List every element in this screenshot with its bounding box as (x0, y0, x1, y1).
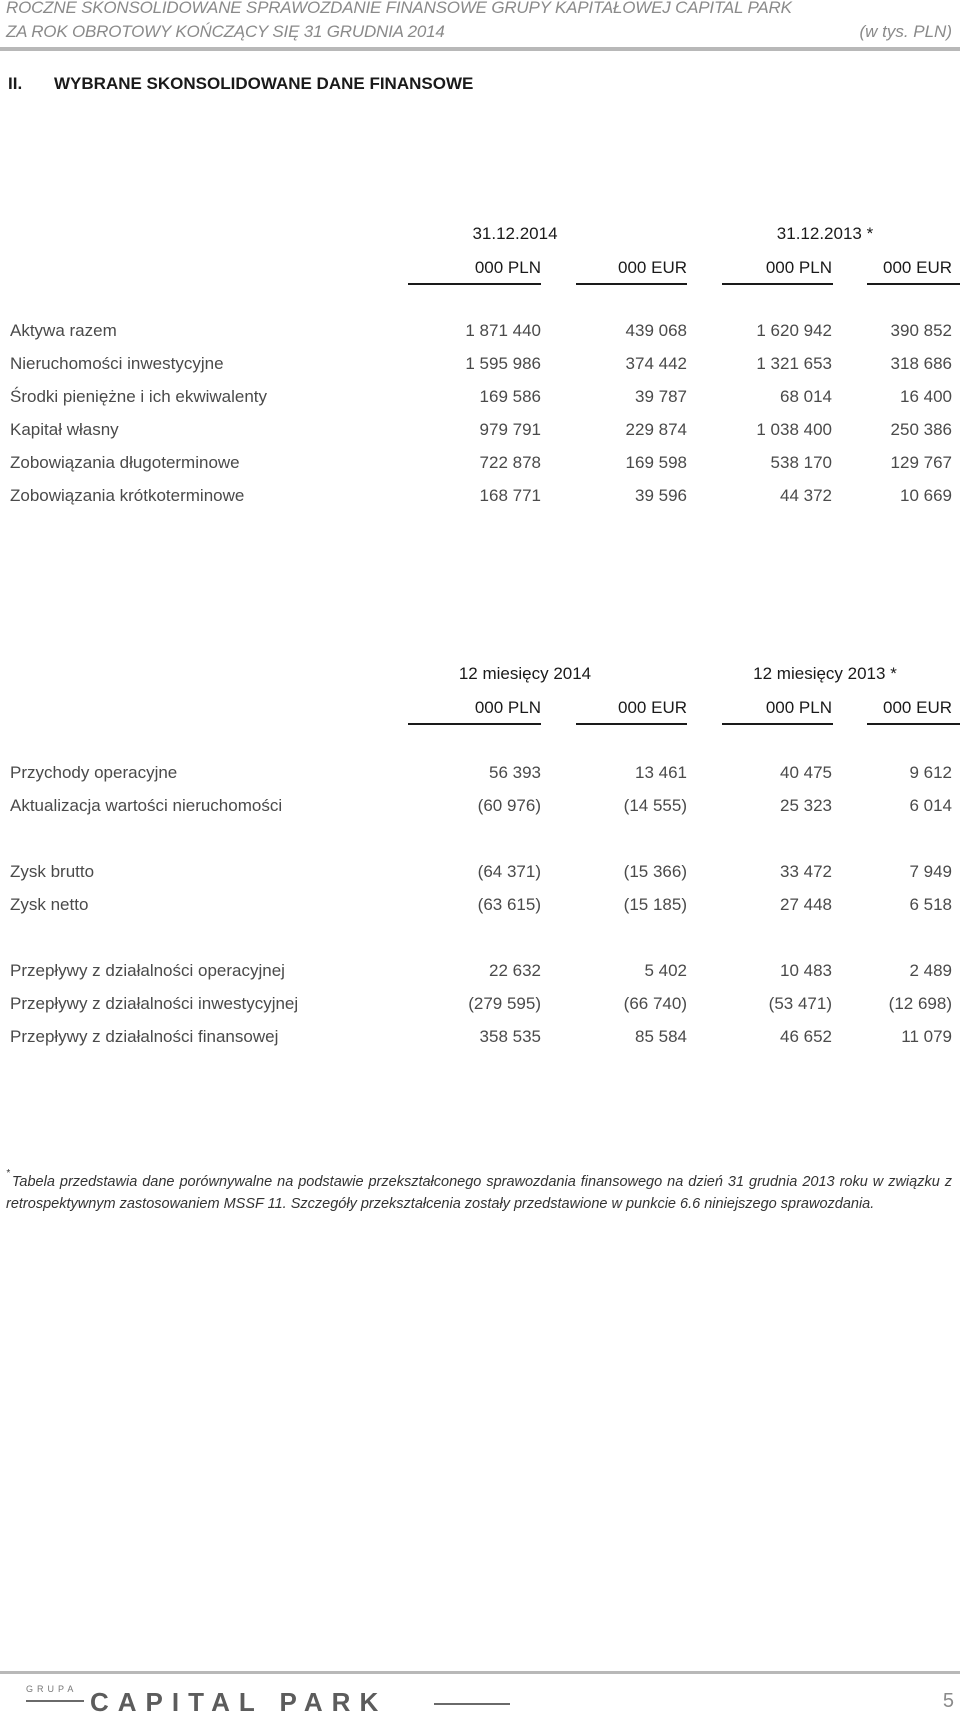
row-value: 1 620 942 (756, 321, 832, 340)
row-value: 722 878 (479, 453, 541, 472)
row-value: 1 871 440 (465, 321, 541, 340)
row-value: 318 686 (890, 354, 952, 373)
row-value: 13 461 (635, 763, 687, 782)
income-period-2014: 12 miesięcy 2014 (458, 664, 592, 683)
row-label: Kapitał własny (10, 420, 119, 439)
table-row (0, 354, 960, 378)
footnote (6, 1167, 952, 1215)
table-row (0, 994, 960, 1018)
balance-currency-pln-2014: 000 PLN (474, 258, 541, 277)
row-value: 1 038 400 (756, 420, 832, 439)
capital-park-logo (26, 1684, 486, 1718)
table-row (0, 763, 960, 787)
row-value: (63 615) (477, 895, 541, 914)
table-row (0, 1027, 960, 1051)
income-currency-eur-2014: 000 EUR (618, 698, 687, 717)
logo-rule-left (26, 1700, 84, 1702)
row-label: Zysk brutto (10, 862, 95, 881)
income-currency-pln-2014: 000 PLN (474, 698, 541, 717)
row-label: Zobowiązania krótkoterminowe (10, 486, 245, 505)
row-value: 538 170 (770, 453, 832, 472)
row-value: (64 371) (477, 862, 541, 881)
row-label: Nieruchomości inwestycyjne (10, 354, 224, 373)
row-value: 169 598 (625, 453, 687, 472)
row-value: 229 874 (625, 420, 687, 439)
row-label: Środki pieniężne i ich ekwiwalenty (10, 387, 268, 406)
row-value: 68 014 (780, 387, 832, 406)
income-currency-eur-2013: 000 EUR (883, 698, 952, 717)
income-period-row (0, 664, 960, 688)
row-value: 16 400 (900, 387, 952, 406)
row-value: 11 079 (901, 1027, 952, 1046)
row-value: 439 068 (625, 321, 687, 340)
balance-currency-eur-2013: 000 EUR (883, 258, 952, 277)
row-value: 7 949 (909, 862, 952, 881)
row-value: 358 535 (479, 1027, 541, 1046)
footer-divider (0, 1671, 960, 1674)
income-currency-row (0, 698, 960, 722)
income-currency-pln-2013: 000 PLN (765, 698, 832, 717)
header-divider (0, 47, 960, 51)
row-value: (15 185) (623, 895, 687, 914)
row-value: 27 448 (780, 895, 832, 914)
section-title (8, 74, 473, 94)
row-value: 85 584 (635, 1027, 687, 1046)
row-label: Aktualizacja wartości nieruchomości (10, 796, 283, 815)
row-value: 9 612 (909, 763, 952, 782)
footnote-marker: * (6, 1168, 10, 1179)
row-value: (53 471) (768, 994, 832, 1013)
row-label: Przepływy z działalności finansowej (10, 1027, 279, 1046)
logo-grupa-text: GRUPA (26, 1684, 78, 1694)
balance-period-2014: 31.12.2014 (472, 224, 558, 243)
row-value: 168 771 (479, 486, 541, 505)
row-value: 1 321 653 (756, 354, 832, 373)
row-label: Przychody operacyjne (10, 763, 178, 782)
table-row (0, 453, 960, 477)
balance-period-row (0, 224, 960, 248)
row-value: (66 740) (623, 994, 687, 1013)
section-number: II. (8, 74, 23, 93)
table-row (0, 387, 960, 411)
row-value: 1 595 986 (465, 354, 541, 373)
row-value: 25 323 (780, 796, 832, 815)
row-value: 10 669 (900, 486, 952, 505)
balance-underline-1 (408, 283, 541, 285)
row-value: (14 555) (623, 796, 687, 815)
balance-underline-3 (722, 283, 833, 285)
row-value: 33 472 (780, 862, 832, 881)
balance-period-2013: 31.12.2013 * (776, 224, 874, 243)
header-title: ROCZNE SKONSOLIDOWANE SPRAWOZDANIE FINANSOWE GRUPY KAPITAŁOWEJ CAPITAL PARK (6, 0, 792, 17)
row-label: Zobowiązania długoterminowe (10, 453, 240, 472)
row-value: 374 442 (625, 354, 687, 373)
row-value: 39 596 (635, 486, 687, 505)
row-label: Przepływy z działalności inwestycyjnej (10, 994, 299, 1013)
row-value: 979 791 (479, 420, 541, 439)
income-underline-2 (576, 723, 687, 725)
section-heading: WYBRANE SKONSOLIDOWANE DANE FINANSOWE (54, 74, 474, 93)
logo-brand-text: CAPITAL PARK (90, 1687, 388, 1717)
table-row (0, 895, 960, 919)
table-row (0, 321, 960, 345)
footnote-text: Tabela przedstawia dane porównywalne na podstawie przekształconego sprawozdania finansowego na dzień 31 grudnia 2013 roku w związku z retrospektywnym zastosowaniem MSSF 11. Szczegóły przekształcenia zostały przedstawione w punkcie 6.6 niniejszego sprawozdania. (6, 1173, 952, 1212)
row-value: 390 852 (890, 321, 952, 340)
row-value: 44 372 (780, 486, 832, 505)
row-value: 39 787 (635, 387, 687, 406)
table-row (0, 961, 960, 985)
row-label: Aktywa razem (10, 321, 117, 340)
row-value: (279 595) (468, 994, 541, 1013)
balance-underline-4 (867, 283, 960, 285)
row-value: 56 393 (489, 763, 541, 782)
row-value: 6 014 (909, 796, 952, 815)
balance-currency-row (0, 258, 960, 282)
table-row (0, 420, 960, 444)
row-value: (15 366) (623, 862, 687, 881)
income-underline-3 (722, 723, 833, 725)
row-value: 40 475 (780, 763, 832, 782)
row-value: (60 976) (477, 796, 541, 815)
income-underline-1 (408, 723, 541, 725)
row-label: Zysk netto (10, 895, 89, 914)
header-unit: (w tys. PLN) (859, 22, 952, 41)
row-value: 169 586 (479, 387, 541, 406)
row-value: 6 518 (909, 895, 952, 914)
table-row (0, 486, 960, 510)
row-value: 5 402 (644, 961, 687, 980)
page-number: 5 (942, 1690, 954, 1712)
balance-currency-eur-2014: 000 EUR (618, 258, 687, 277)
row-value: 2 489 (909, 961, 952, 980)
income-period-2013: 12 miesięcy 2013 * (753, 664, 897, 683)
table-row (0, 796, 960, 820)
row-value: 10 483 (780, 961, 832, 980)
balance-underline-2 (576, 283, 687, 285)
row-value: 46 652 (780, 1027, 832, 1046)
balance-currency-pln-2013: 000 PLN (765, 258, 832, 277)
income-underline-4 (867, 723, 960, 725)
table-row (0, 862, 960, 886)
row-value: (12 698) (888, 994, 952, 1013)
row-value: 129 767 (890, 453, 952, 472)
logo-rule-right (434, 1703, 510, 1705)
row-label: Przepływy z działalności operacyjnej (10, 961, 285, 980)
header-subtitle: ZA ROK OBROTOWY KOŃCZĄCY SIĘ 31 GRUDNIA 2014 (6, 22, 445, 41)
row-value: 22 632 (489, 961, 541, 980)
row-value: 250 386 (890, 420, 952, 439)
